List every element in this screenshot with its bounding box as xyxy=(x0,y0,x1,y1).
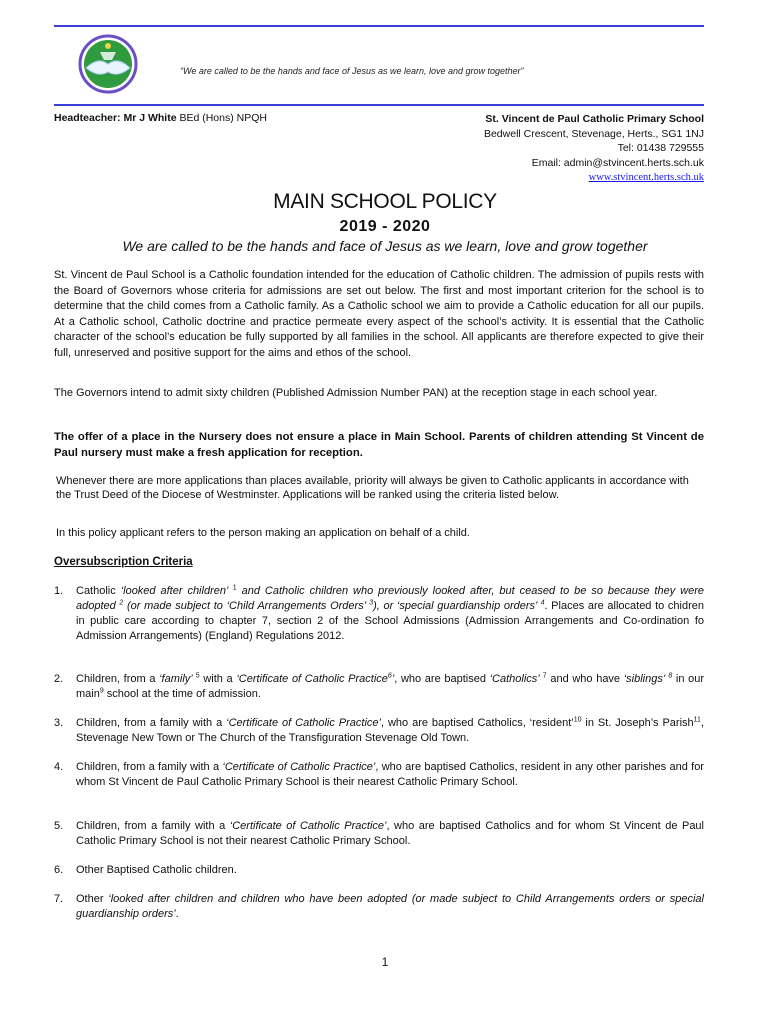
criterion-text: Other Baptised Catholic children. xyxy=(76,864,237,876)
school-email: Email: admin@stvincent.herts.sch.uk xyxy=(531,156,704,169)
header-rule xyxy=(54,104,704,106)
criterion-number: 5. xyxy=(54,820,64,832)
intro-paragraph: St. Vincent de Paul School is a Catholic foundation intended for the education of Catholic children. The admission of pupils rests with the Board of Governors whose criteria for admissions are set out below. The first and most important criterion for the school is to determine that the child comes from a Catholic family. As a Catholic school we aim to provide a Catholic education for all our pupils. At a Catholic school, Catholic doctrine and practice permeate every aspect of the school’s activity. It is essential that the Catholic character of the school’s education be fully supported by all families in the school. All applicants are therefore expected to give their full, unreserved and positive support for the aims and ethos of the school. xyxy=(54,269,704,359)
policy-title: MAIN SCHOOL POLICY xyxy=(273,190,497,213)
applicant-definition: In this policy applicant refers to the person making an application on behalf of a child. xyxy=(56,527,470,539)
header-motto: “We are called to be the hands and face of Jesus as we learn, love and grow together” xyxy=(180,66,524,76)
criterion-6 xyxy=(54,863,704,878)
criterion-2 xyxy=(54,672,704,702)
criterion-3 xyxy=(54,716,704,746)
school-address: Bedwell Crescent, Stevenage, Herts., SG1 1NJ xyxy=(483,127,704,140)
policy-motto: We are called to be the hands and face of Jesus as we learn, love and grow together xyxy=(122,238,648,254)
criterion-number: 3. xyxy=(54,717,64,729)
criterion-1 xyxy=(54,584,704,644)
school-name: St. Vincent de Paul Catholic Primary School xyxy=(485,113,704,125)
oversubscription-intro: Whenever there are more applications than places available, priority will always be given to Catholic applicants in accordance with the Trust Deed of the Diocese of Westminster. Applications will be ranked using the criteria listed below. xyxy=(56,475,689,501)
criterion-number: 1. xyxy=(54,585,64,597)
pan-paragraph: The Governors intend to admit sixty children (Published Admission Number PAN) at the reception stage in each school year. xyxy=(54,387,658,399)
school-telephone: Tel: 01438 729555 xyxy=(617,142,704,154)
criterion-number: 6. xyxy=(54,864,64,876)
school-logo xyxy=(78,34,138,94)
headteacher-qualifications: BEd (Hons) NPQH xyxy=(179,112,267,124)
school-contact-block xyxy=(484,112,704,186)
criterion-number: 4. xyxy=(54,761,64,773)
criteria-heading: Oversubscription Criteria xyxy=(54,556,193,568)
headteacher-line xyxy=(54,112,267,124)
criterion-text: Children, from a family with a ‘Certificate of Catholic Practice’, who are baptised Catholics, resident in any other parishes and for whom St Vincent de Paul Catholic Primary School is their nearest Catholic Primary School. xyxy=(76,761,704,788)
headteacher-name: Headteacher: Mr J White xyxy=(54,112,177,124)
school-website-link[interactable]: www.stvincent.herts.sch.uk xyxy=(588,172,704,183)
policy-year: 2019 - 2020 xyxy=(339,218,431,235)
criterion-5 xyxy=(54,819,704,849)
page-number: 1 xyxy=(381,955,389,969)
criterion-number: 2. xyxy=(54,673,64,685)
top-rule xyxy=(54,25,704,27)
criterion-text: Children, from a family with a ‘Certificate of Catholic Practice’, who are baptised Catholics, ‘resident’$^{10}$ in St. Joseph’s Parish$^{11}$, Stevenage New Town or The Church of the Transfiguration Stevenage Old Town. xyxy=(76,716,704,744)
criterion-text: Children, from a family with a ‘Certificate of Catholic Practice’, who are baptised Catholics and for whom St Vincent de Paul Catholic Primary School is not their nearest Catholic Primary School. xyxy=(76,820,704,847)
criterion-number: 7. xyxy=(54,893,64,905)
criterion-text: Other ‘looked after children and children who have been adopted (or made subject to Child Arrangements orders or special guardianship orders’. xyxy=(76,893,704,920)
nursery-notice: The offer of a place in the Nursery does not ensure a place in Main School. Parents of children attending St Vincent de Paul nursery must make a fresh application for reception. xyxy=(54,431,704,459)
criterion-7 xyxy=(54,892,704,922)
criterion-text: Children, from a ‘family’ $^5$ with a ‘Certificate of Catholic Practice$^6$’, who are baptised ‘Catholics’ $^7$ and who have ‘siblings’ $^8$ in our main$^9$ school at the time of admission. xyxy=(76,672,705,700)
criterion-text: Catholic ‘looked after children’ $^1$ and Catholic children who previously looked after, but ceased to be so because they were adopted $^2$ (or made subject to ‘Child Arrangements Orders’ $^3$), or ‘special guardianship orders’ $^4$. Places are allocated to chidren in public care according to chapter 7, section 2 of the School Admissions (Admission Arrangements and Co-ordination fo Admission Arrangements) (England) Regulations 2012. xyxy=(76,584,704,642)
criterion-4 xyxy=(54,760,704,790)
